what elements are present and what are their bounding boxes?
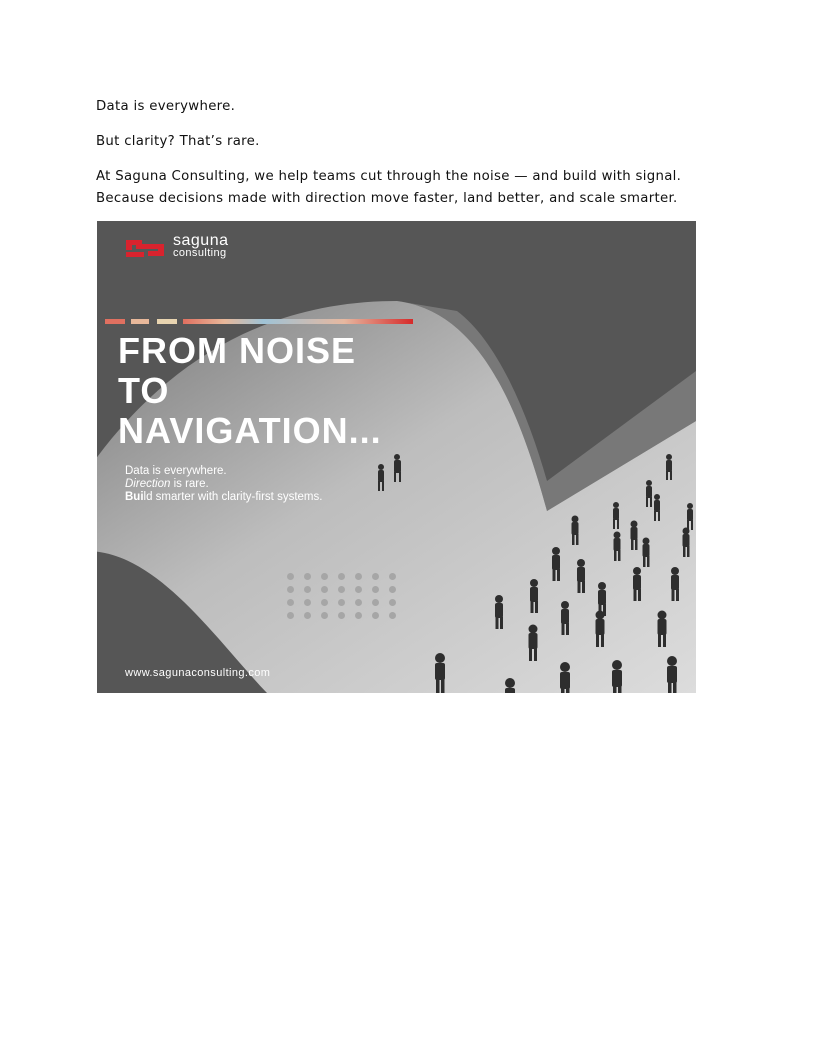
- promo-poster-image: [97, 221, 696, 693]
- grid-dot: [321, 599, 328, 606]
- grid-dot: [287, 586, 294, 593]
- intro-paragraph: Data is everywhere.: [96, 99, 236, 114]
- poster-tagline: [125, 465, 322, 504]
- clarity-paragraph: But clarity? That’s rare.: [96, 134, 260, 149]
- grid-dot: [372, 599, 379, 606]
- grid-dot: [287, 612, 294, 619]
- logo-name: saguna: [173, 232, 229, 249]
- grid-dot: [321, 586, 328, 593]
- grid-dot: [372, 586, 379, 593]
- grid-dot: [355, 586, 362, 593]
- tagline-line-2-rest: is rare.: [170, 478, 209, 490]
- grid-dot: [304, 599, 311, 606]
- grid-dot: [304, 586, 311, 593]
- headline-line-3: NAVIGATION...: [118, 410, 382, 451]
- logo-subtitle: consulting: [173, 247, 227, 259]
- grid-dot: [287, 573, 294, 580]
- grid-dot: [372, 612, 379, 619]
- grid-dot: [372, 573, 379, 580]
- grid-dot: [338, 586, 345, 593]
- grid-dot: [355, 612, 362, 619]
- headline-line-2: TO: [118, 370, 170, 411]
- website-url: www.sagunaconsulting.com: [125, 667, 271, 679]
- tagline-line-3: [125, 491, 322, 504]
- grid-dot: [355, 573, 362, 580]
- tagline-emphasis: Direction: [125, 478, 171, 490]
- saguna-logo-mark-icon: [124, 236, 166, 258]
- grid-dot: [304, 573, 311, 580]
- decorative-dot-grid: [287, 573, 396, 619]
- road-crowd-background: [97, 221, 696, 693]
- grid-dot: [338, 599, 345, 606]
- grid-dot: [389, 612, 396, 619]
- saguna-logo: [124, 234, 229, 259]
- grid-dot: [355, 599, 362, 606]
- tagline-line-1: Data is everywhere.: [125, 465, 227, 477]
- tagline-bold: Bui: [125, 491, 144, 503]
- description-paragraph: At Saguna Consulting, we help teams cut through the noise — and build with signal. Because decisions made with direction move faster, land better, and scale smarter.: [96, 169, 682, 206]
- poster-headline: [118, 331, 382, 451]
- tagline-line-3-rest: ld smarter with clarity-first systems.: [143, 491, 323, 503]
- grid-dot: [321, 612, 328, 619]
- tagline-line-2: [125, 478, 322, 491]
- grid-dot: [338, 573, 345, 580]
- grid-dot: [321, 573, 328, 580]
- grid-dot: [389, 573, 396, 580]
- headline-line-1: FROM NOISE: [118, 330, 357, 371]
- grid-dot: [389, 586, 396, 593]
- grid-dot: [338, 612, 345, 619]
- grid-dot: [389, 599, 396, 606]
- grid-dot: [304, 612, 311, 619]
- grid-dot: [287, 599, 294, 606]
